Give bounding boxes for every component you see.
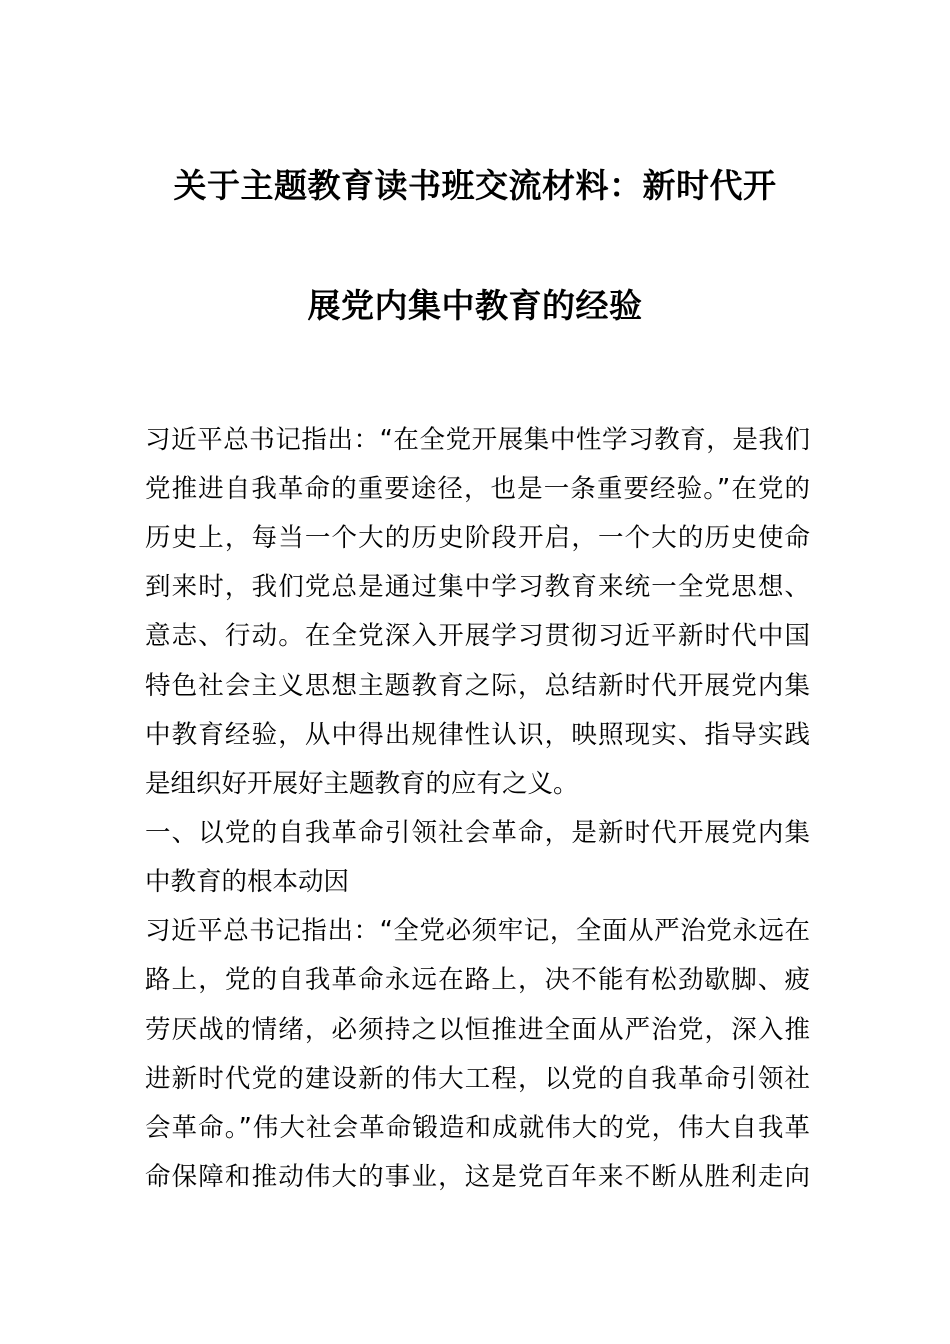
body-line-14: 进新时代党的建设新的伟大工程，以党的自我革命引领社 (145, 1064, 810, 1094)
body-line-5: 意志、行动。在全党深入开展学习贯彻习近平新时代中国 (145, 621, 810, 651)
body-line-15: 会革命。”伟大社会革命锻造和成就伟大的党，伟大自我革 (145, 1113, 810, 1143)
body-line-16: 命保障和推动伟大的事业，这是党百年来不断从胜利走向 (145, 1162, 810, 1192)
body-line-13: 劳厌战的情绪，必须持之以恒推进全面从严治党，深入推 (145, 1015, 810, 1045)
body-line-2: 党推进自我革命的重要途径，也是一条重要经验。”在党的 (145, 474, 810, 504)
body-line-1: 习近平总书记指出：“在全党开展集中性学习教育，是我们 (145, 425, 810, 455)
section-heading-line-1: 一、以党的自我革命引领社会革命，是新时代开展党内集 (145, 818, 810, 848)
document-title-line-1: 关于主题教育读书班交流材料：新时代开 (173, 166, 777, 205)
body-line-4: 到来时，我们党总是通过集中学习教育来统一全党思想、 (145, 572, 810, 602)
body-line-6: 特色社会主义思想主题教育之际，总结新时代开展党内集 (145, 671, 810, 701)
body-line-11: 习近平总书记指出：“全党必须牢记，全面从严治党永远在 (145, 916, 810, 946)
section-heading-line-2: 中教育的根本动因 (145, 867, 350, 897)
body-line-8: 是组织好开展好主题教育的应有之义。 (145, 769, 579, 799)
body-line-3: 历史上，每当一个大的历史阶段开启，一个大的历史使命 (145, 523, 810, 553)
body-line-12: 路上，党的自我革命永远在路上，决不能有松劲歇脚、疲 (145, 965, 810, 995)
document-title-line-2: 展党内集中教育的经验 (307, 286, 643, 325)
body-line-7: 中教育经验，从中得出规律性认识，映照现实、指导实践 (145, 720, 810, 750)
